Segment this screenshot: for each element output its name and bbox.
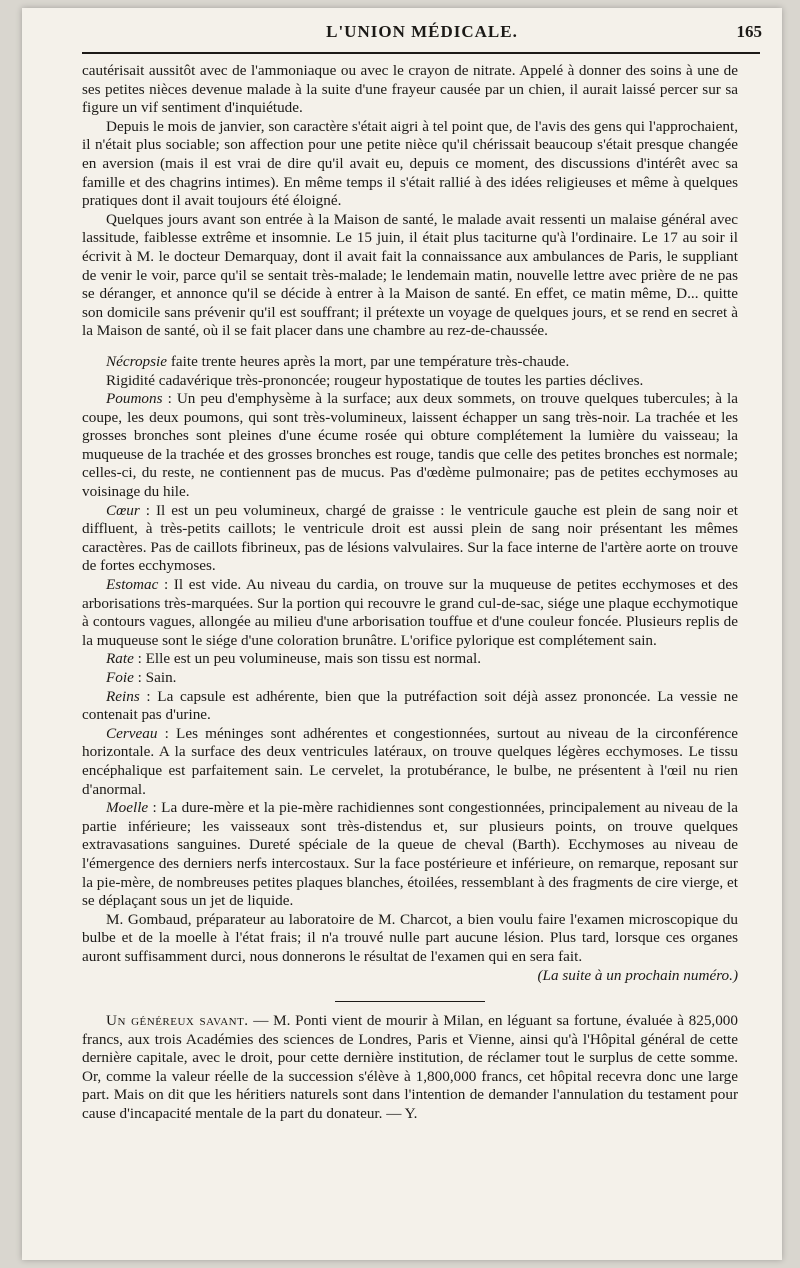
page-number: 165: [736, 22, 762, 41]
text-cerveau: : Les méninges sont adhérentes et congestionnées, surtout au niveau de la circonférence horizontale. A la surface des deux ventricules latéraux, on trouve quelques légères ecchymoses. Le tissu encéphalique est parfaitement sain. Le cervelet, la protubérance, le bulbe, ne présentent à l'œil nu rien d'anormal.: [82, 724, 738, 798]
text-coeur: : Il est un peu volumineux, chargé de graisse : le ventricule gauche est plein de sang noir et diffluent, à très-petits caillots; le ventricule droit est aussi plein de sang noir présentant les mêmes caractères. Pas de caillots fibrineux, pas de lésions valvulaires. Sur la face interne de l'artère aorte on trouve de fortes ecchymoses.: [82, 501, 738, 575]
label-poumons: Poumons: [106, 390, 163, 408]
news-text: — M. Ponti vient de mourir à Milan, en léguant sa fortune, évaluée à 825,000 francs, aux trois Académies des sciences de Londres, Paris et Vienne, ainsi qu'à l'Hôpital général de cette dernière capitale, avec le droit, pour cette dernière institution, de réclamer tout le surplus de cette somme. Or, comme la valeur réelle de la succession s'élève à 1,800,000 francs, cet hôpital recevra donc une large part. Mais on dit que les héritiers naturels sont dans l'intention de demander l'annulation du testament pour cause d'incapacité mentale de la part du donateur. — Y.: [82, 1012, 738, 1123]
running-header: [82, 22, 762, 46]
text-reins: : La capsule est adhérente, bien que la putréfaction soit déjà assez prononcée. La vessie ne contenait pas d'urine.: [82, 687, 738, 724]
section-separator: [335, 1001, 485, 1002]
article-body: [82, 62, 738, 1124]
paragraph-moelle: [82, 799, 738, 911]
label-foie: Foie: [106, 669, 134, 686]
paragraph-coeur: [82, 502, 738, 576]
label-cerveau: Cerveau: [106, 724, 158, 742]
paragraph-foie: [82, 669, 738, 688]
label-necropsie: Nécropsie: [106, 352, 168, 370]
continuation-note: (La suite à un prochain numéro.): [537, 966, 738, 984]
paragraph-reins: [82, 688, 738, 725]
paragraph-poumons: [82, 390, 738, 502]
news-heading: Un généreux savant.: [106, 1012, 249, 1030]
header-rule: [82, 52, 760, 54]
paragraph-necropsie: [82, 353, 738, 372]
paragraph-character: Depuis le mois de janvier, son caractère s'était aigri à tel point que, de l'avis des gens qui l'approchaient, il n'était plus sociable; son affection pour une petite nièce qu'il chérissait beaucoup s'était presque changée en aversion (mais il est vrai de dire qu'il avait eu, depuis ce moment, des discussions d'intérêt avec sa famille et des chagrins intimes). En même temps il s'était rallié à des idées religieuses et même à quelques pratiques dont il avait toujours été éloigné.: [82, 117, 738, 210]
paragraph-continuation: cautérisait aussitôt avec de l'ammoniaque ou avec le crayon de nitrate. Appelé à donner des soins à une de ses petites nièces devenue malade à la suite d'une frayeur causée par un chien, il aurait laissé percer sur sa figure un vif sentiment d'inquiétude.: [82, 62, 738, 117]
paragraph-admission: Quelques jours avant son entrée à la Maison de santé, le malade avait ressenti un malaise général avec lassitude, faiblesse extrême et insomnie. Le 15 juin, il était plus taciturne qu'à l'ordinaire. Le 17 au soir il écrivit à M. le docteur Demarquay, dont il avait fait la connaissance aux ambulances de Paris, le suppliant de venir le voir, parce qu'il se sentait très-malade; le lendemain matin, nouvelle lettre avec prière de ne pas se déranger, et annonce qu'il se décide à entrer à la Maison de santé. En effet, ce matin même, D... quitte son domicile sans prévenir qu'il est souffrant; il prétexte un voyage de quelques jours, et se rend en secret à la Maison de santé, où il se fait placer dans une chambre au rez-de-chaussée.: [82, 210, 738, 340]
text-foie: : Sain.: [133, 669, 177, 686]
label-moelle: Moelle: [106, 799, 149, 817]
label-reins: Reins: [106, 687, 140, 705]
paragraph-estomac: [82, 576, 738, 650]
label-estomac: Estomac: [106, 576, 159, 594]
journal-title: L'UNION MÉDICALE.: [326, 22, 518, 41]
text-poumons: : Un peu d'emphysème à la surface; aux deux sommets, on trouve quelques tubercules; à la coupe, les deux poumons, qui sont très-volumineux, laissent échapper un sang très-noir. La trachée et les grosses bronches sont pleines d'une écume rosée qui obture complétement la lumière du vaisseau; la muqueuse de la trachée et des grosses bronches est rouge, tandis que celle des petites bronches est normale; celles-ci, du reste, ne contiennent pas de mucus. Pas d'œdème pulmonaire; pas de petites ecchymoses au voisinage du hile.: [82, 390, 738, 501]
text-necropsie: faite trente heures après la mort, par une température très-chaude.: [167, 352, 570, 370]
text-moelle: : La dure-mère et la pie-mère rachidiennes sont congestionnées, principalement au niveau de la partie inférieure; les vaisseaux sont très-distendus et, sur plusieurs points, on trouve quelques extravasations sanguines. Dureté spéciale de la queue de cheval (Barth). Ecchymoses au niveau de l'émergence des derniers nerfs intercostaux. Sur la face postérieure et inférieure, on remarque, reposant sur la pie-mère, de nombreuses petites plaques blanches, étoilées, ressemblant à des fragments de cire vierge, et se déplaçant sous un jet de liquide.: [82, 799, 738, 910]
paragraph-news: [82, 1012, 738, 1124]
label-rate: Rate: [106, 650, 134, 668]
text-rate: : Elle est un peu volumineuse, mais son tissu est normal.: [133, 650, 482, 668]
paragraph-gombaud: M. Gombaud, préparateur au laboratoire de M. Charcot, a bien voulu faire l'examen microscopique du bulbe et de la moelle à l'état frais; il n'a trouvé nulle part aucune lésion. Plus tard, lorsque ces organes auront suffisamment durci, nous donnerons le résultat de l'examen qui en sera fait.: [82, 910, 738, 965]
label-coeur: Cœur: [106, 501, 140, 519]
text-estomac: : Il est vide. Au niveau du cardia, on trouve sur la muqueuse de petites ecchymoses et des arborisations très-marquées. Sur la portion qui recouvre le grand cul-de-sac, siége une plaque ecchymotique à contours vagues, allongée au milieu d'une arborisation touffue et d'une couleur foncée. Plusieurs replis de la muqueuse sont le siége d'une coloration brunâtre. L'orifice pylorique est complétement sain.: [82, 576, 738, 649]
paragraph-cerveau: [82, 725, 738, 799]
paragraph-rate: [82, 650, 738, 669]
paragraph-rigidite: Rigidité cadavérique très-prononcée; rougeur hypostatique de toutes les parties déclives.: [106, 371, 644, 389]
